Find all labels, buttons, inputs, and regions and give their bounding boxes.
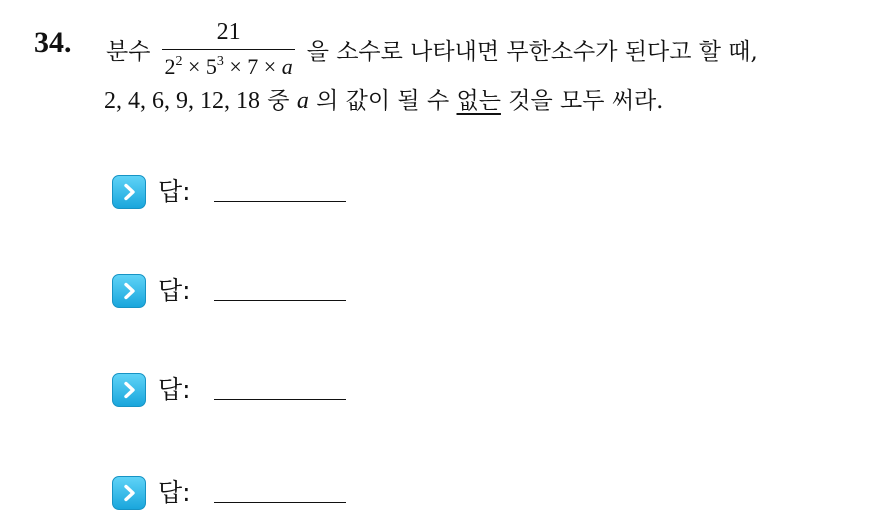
answer-input-line[interactable] [214, 201, 346, 202]
denominator-variable-a: a [281, 53, 293, 79]
chevron-right-icon [112, 274, 146, 308]
question-number: 34. [34, 26, 72, 59]
answer-row-1 [112, 171, 191, 213]
question-text-end: 것을 모두 써라. [500, 88, 664, 114]
answer-input-line[interactable] [214, 300, 346, 301]
answer-input-line[interactable] [214, 399, 346, 400]
question-text-mid1: 중 [260, 88, 297, 114]
underlined-word: 없는 [456, 88, 501, 114]
fraction [162, 18, 294, 81]
fraction-numerator: 21 [216, 18, 241, 45]
denominator-exponent-3: 3 [216, 53, 224, 69]
candidate-numbers: 2, 4, 6, 9, 12, 18 [104, 88, 260, 114]
chevron-right-icon [112, 175, 146, 209]
denominator-times-7: × 7 × [223, 53, 282, 79]
answer-label: 답: [158, 375, 191, 404]
answer-label: 답: [158, 276, 191, 305]
variable-a: a [296, 88, 309, 114]
answer-label: 답: [158, 478, 191, 507]
answer-label: 답: [158, 177, 191, 206]
question-text-after: 을 소수로 나타내면 무한소수가 된다고 할 때, [306, 38, 758, 65]
question-line-1 [106, 16, 758, 82]
denominator-times-5: × 5 [182, 53, 217, 79]
question-line-2 [104, 84, 664, 118]
fraction-denominator [162, 50, 294, 81]
answer-row-4 [112, 472, 191, 514]
answer-row-2 [112, 270, 191, 312]
answer-input-line[interactable] [214, 502, 346, 503]
denominator-exponent-2: 2 [175, 53, 183, 69]
chevron-right-icon [112, 373, 146, 407]
question-text-before: 분수 [106, 38, 151, 65]
question-text-mid2: 의 값이 될 수 [308, 88, 457, 114]
denominator-base-2: 2 [164, 53, 176, 79]
chevron-right-icon [112, 476, 146, 510]
answer-row-3 [112, 369, 191, 411]
